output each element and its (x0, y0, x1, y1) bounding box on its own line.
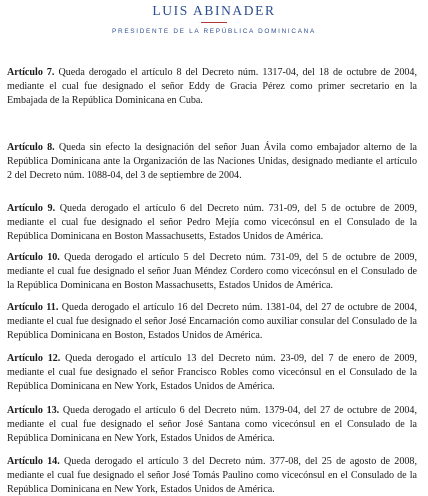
article-text: Queda derogado el artículo 8 del Decreto núm. 1317-04, del 18 de octubre de 2004, mediante el cual fue designado el señor Eddy de Gracia Pérez como primer secretario en la Embajada de la República Dominicana en Cuba. (7, 67, 417, 106)
letterhead-name: LUIS ABINADER (152, 3, 276, 18)
article-label: Artículo 10. (7, 252, 60, 263)
article-text: Queda sin efecto la designación del señor Juan Ávila como embajador alterno de la República Dominicana ante la Organización de las Naciones Unidas, designado mediante el artículo 2 del Decreto núm. 1088-04, del 3 de septiembre de 2004. (7, 142, 417, 181)
article-text: Queda derogado el artículo 5 del Decreto núm. 731-09, del 5 de octubre de 2009, mediante el cual fue designado el señor Juan Méndez Cordero como vicecónsul en el Consulado de la República Dominicana en Boston Massachusetts, Estados Unidos de América. (7, 252, 417, 291)
letterhead-divider (201, 22, 227, 23)
article-8 (7, 141, 417, 182)
article-label: Artículo 7. (7, 67, 55, 78)
article-label: Artículo 9. (7, 203, 56, 214)
article-12 (7, 352, 417, 393)
article-14 (7, 455, 417, 496)
article-text: Queda derogado el artículo 16 del Decreto núm. 1381-04, del 27 de octubre de 2004, mediante el cual fue designado el señor José Encarnación como auxiliar consular del Consulado de la República Dominicana en Boston, Estados Unidos de América. (7, 302, 417, 341)
article-label: Artículo 14. (7, 456, 60, 467)
article-13 (7, 404, 417, 445)
article-text: Queda derogado el artículo 6 del Decreto núm. 1379-04, del 27 de octubre de 2004, mediante el cual fue designado el señor José Santana como vicecónsul en el Consulado de la República Dominicana en New York, Estados Unidos de América. (7, 405, 417, 444)
letterhead-title: PRESIDENTE DE LA REPÚBLICA DOMINICANA (112, 28, 316, 35)
article-text: Queda derogado el artículo 3 del Decreto núm. 377-08, del 25 de agosto de 2008, mediante el cual fue designado el señor José Tomás Paulino como vicecónsul en el Consulado de la República Dominicana en New York, Estados Unidos de América. (7, 456, 417, 495)
article-text: Queda derogado el artículo 13 del Decreto núm. 23-09, del 7 de enero de 2009, mediante el cual fue designado el señor Francisco Robles como vicecónsul en el Consulado de la República Dominicana en New York, Estados Unidos de América. (7, 353, 417, 392)
article-7 (7, 66, 417, 107)
article-10 (7, 251, 417, 292)
article-label: Artículo 13. (7, 405, 60, 416)
article-11 (7, 301, 417, 342)
article-9 (7, 202, 417, 243)
article-label: Artículo 8. (7, 142, 55, 153)
article-label: Artículo 11. (7, 302, 59, 313)
article-text: Queda derogado el artículo 6 del Decreto núm. 731-09, del 5 de octubre de 2009, mediante el cual fue designado el señor Pedro Mejía como vicecónsul en el Consulado de la República Dominicana en Boston Massachusetts, Estados Unidos de América. (7, 203, 417, 242)
article-label: Artículo 12. (7, 353, 61, 364)
